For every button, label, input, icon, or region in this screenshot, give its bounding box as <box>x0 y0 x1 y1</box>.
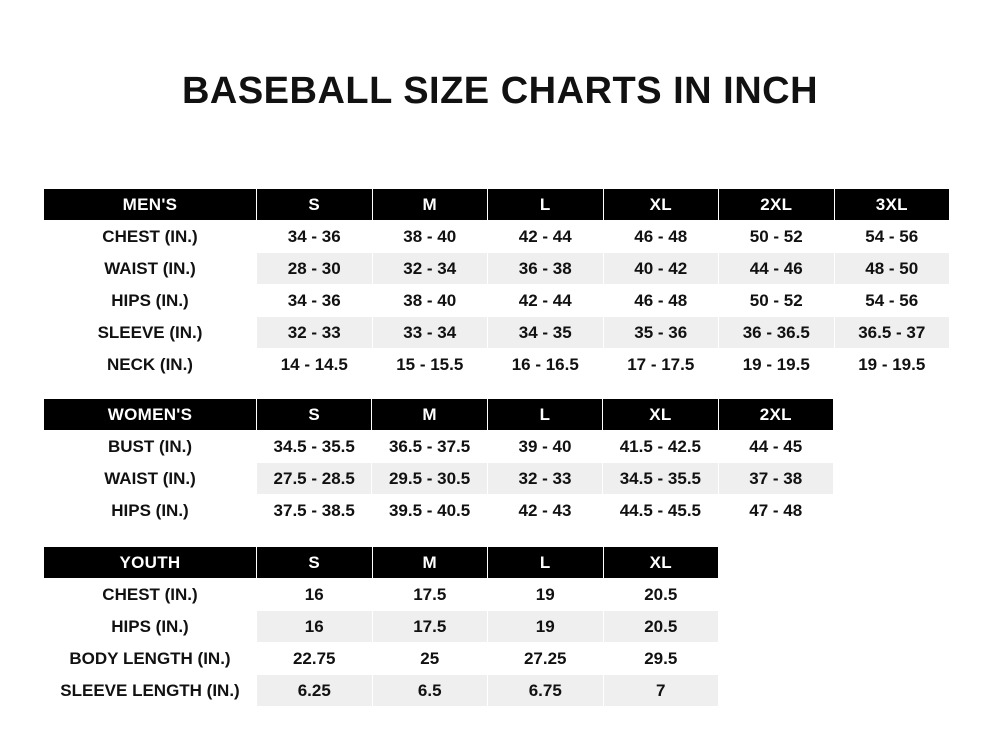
row-label: CHEST (IN.) <box>44 579 257 611</box>
table-cell: 42 - 44 <box>488 221 604 253</box>
table-cell: 19 - 19.5 <box>834 349 950 381</box>
table-cell: 25 <box>372 643 488 675</box>
table-cell: 16 <box>257 611 373 643</box>
table-cell: 44.5 - 45.5 <box>603 495 718 527</box>
table-cell: 19 <box>488 611 604 643</box>
table-cell: 15 - 15.5 <box>372 349 488 381</box>
table-cell: 19 <box>488 579 604 611</box>
table-header-row <box>44 399 834 431</box>
table-cell: 20.5 <box>603 611 719 643</box>
table-cell: 27.25 <box>488 643 604 675</box>
table-cell: 32 - 34 <box>372 253 488 285</box>
column-header: MEN'S <box>44 189 257 221</box>
table-row <box>44 285 950 317</box>
table-cell: 34 - 36 <box>257 285 373 317</box>
table-cell: 44 - 46 <box>719 253 835 285</box>
column-header: XL <box>603 399 718 431</box>
table-cell: 20.5 <box>603 579 719 611</box>
mens-size-table <box>43 188 950 381</box>
column-header: L <box>488 189 604 221</box>
table-cell: 35 - 36 <box>603 317 719 349</box>
column-header: 3XL <box>834 189 950 221</box>
womens-size-table <box>43 398 834 527</box>
column-header: XL <box>603 547 719 579</box>
row-label: NECK (IN.) <box>44 349 257 381</box>
table-cell: 47 - 48 <box>718 495 833 527</box>
column-header: L <box>487 399 602 431</box>
column-header: S <box>257 399 372 431</box>
table-row <box>44 349 950 381</box>
table-header-row <box>44 547 719 579</box>
table-cell: 41.5 - 42.5 <box>603 431 718 463</box>
row-label: HIPS (IN.) <box>44 611 257 643</box>
table-cell: 36.5 - 37 <box>834 317 950 349</box>
table-row <box>44 675 719 707</box>
table-cell: 39 - 40 <box>487 431 602 463</box>
table-cell: 54 - 56 <box>834 285 950 317</box>
table-header-row <box>44 189 950 221</box>
column-header: M <box>372 399 487 431</box>
row-label: WAIST (IN.) <box>44 463 257 495</box>
table-cell: 46 - 48 <box>603 285 719 317</box>
table-cell: 17.5 <box>372 611 488 643</box>
table-cell: 40 - 42 <box>603 253 719 285</box>
table-cell: 48 - 50 <box>834 253 950 285</box>
column-header: S <box>257 189 373 221</box>
table-cell: 16 <box>257 579 373 611</box>
page-title: BASEBALL SIZE CHARTS IN INCH <box>181 70 819 112</box>
column-header: M <box>372 547 488 579</box>
table-cell: 7 <box>603 675 719 707</box>
table-cell: 22.75 <box>257 643 373 675</box>
column-header: 2XL <box>719 189 835 221</box>
table-cell: 33 - 34 <box>372 317 488 349</box>
table-cell: 39.5 - 40.5 <box>372 495 487 527</box>
table-cell: 37 - 38 <box>718 463 833 495</box>
table-row <box>44 317 950 349</box>
table-cell: 6.25 <box>257 675 373 707</box>
table-cell: 38 - 40 <box>372 285 488 317</box>
table-cell: 34.5 - 35.5 <box>257 431 372 463</box>
table-cell: 6.75 <box>488 675 604 707</box>
table-row <box>44 431 834 463</box>
table-cell: 27.5 - 28.5 <box>257 463 372 495</box>
row-label: SLEEVE (IN.) <box>44 317 257 349</box>
table-row <box>44 253 950 285</box>
table-cell: 34 - 35 <box>488 317 604 349</box>
row-label: WAIST (IN.) <box>44 253 257 285</box>
table-cell: 32 - 33 <box>487 463 602 495</box>
youth-size-table <box>43 546 719 707</box>
table-cell: 50 - 52 <box>719 285 835 317</box>
table-cell: 14 - 14.5 <box>257 349 373 381</box>
table-cell: 42 - 43 <box>487 495 602 527</box>
column-header: S <box>257 547 373 579</box>
table-row <box>44 643 719 675</box>
column-header: WOMEN'S <box>44 399 257 431</box>
column-header: XL <box>603 189 719 221</box>
table-row <box>44 221 950 253</box>
table-row <box>44 495 834 527</box>
column-header: M <box>372 189 488 221</box>
table-cell: 38 - 40 <box>372 221 488 253</box>
row-label: BODY LENGTH (IN.) <box>44 643 257 675</box>
row-label: BUST (IN.) <box>44 431 257 463</box>
table-cell: 42 - 44 <box>488 285 604 317</box>
table-cell: 34 - 36 <box>257 221 373 253</box>
table-cell: 46 - 48 <box>603 221 719 253</box>
table-row <box>44 579 719 611</box>
column-header: YOUTH <box>44 547 257 579</box>
row-label: HIPS (IN.) <box>44 495 257 527</box>
row-label: SLEEVE LENGTH (IN.) <box>44 675 257 707</box>
table-cell: 36 - 38 <box>488 253 604 285</box>
table-cell: 19 - 19.5 <box>719 349 835 381</box>
table-cell: 44 - 45 <box>718 431 833 463</box>
table-cell: 29.5 <box>603 643 719 675</box>
column-header: 2XL <box>718 399 833 431</box>
row-label: CHEST (IN.) <box>44 221 257 253</box>
table-cell: 17.5 <box>372 579 488 611</box>
table-cell: 50 - 52 <box>719 221 835 253</box>
table-row <box>44 611 719 643</box>
row-label: HIPS (IN.) <box>44 285 257 317</box>
table-cell: 17 - 17.5 <box>603 349 719 381</box>
table-cell: 36.5 - 37.5 <box>372 431 487 463</box>
table-cell: 36 - 36.5 <box>719 317 835 349</box>
table-cell: 32 - 33 <box>257 317 373 349</box>
table-cell: 16 - 16.5 <box>488 349 604 381</box>
table-row <box>44 463 834 495</box>
table-cell: 34.5 - 35.5 <box>603 463 718 495</box>
table-cell: 6.5 <box>372 675 488 707</box>
column-header: L <box>488 547 604 579</box>
table-cell: 54 - 56 <box>834 221 950 253</box>
table-cell: 28 - 30 <box>257 253 373 285</box>
table-cell: 29.5 - 30.5 <box>372 463 487 495</box>
table-cell: 37.5 - 38.5 <box>257 495 372 527</box>
